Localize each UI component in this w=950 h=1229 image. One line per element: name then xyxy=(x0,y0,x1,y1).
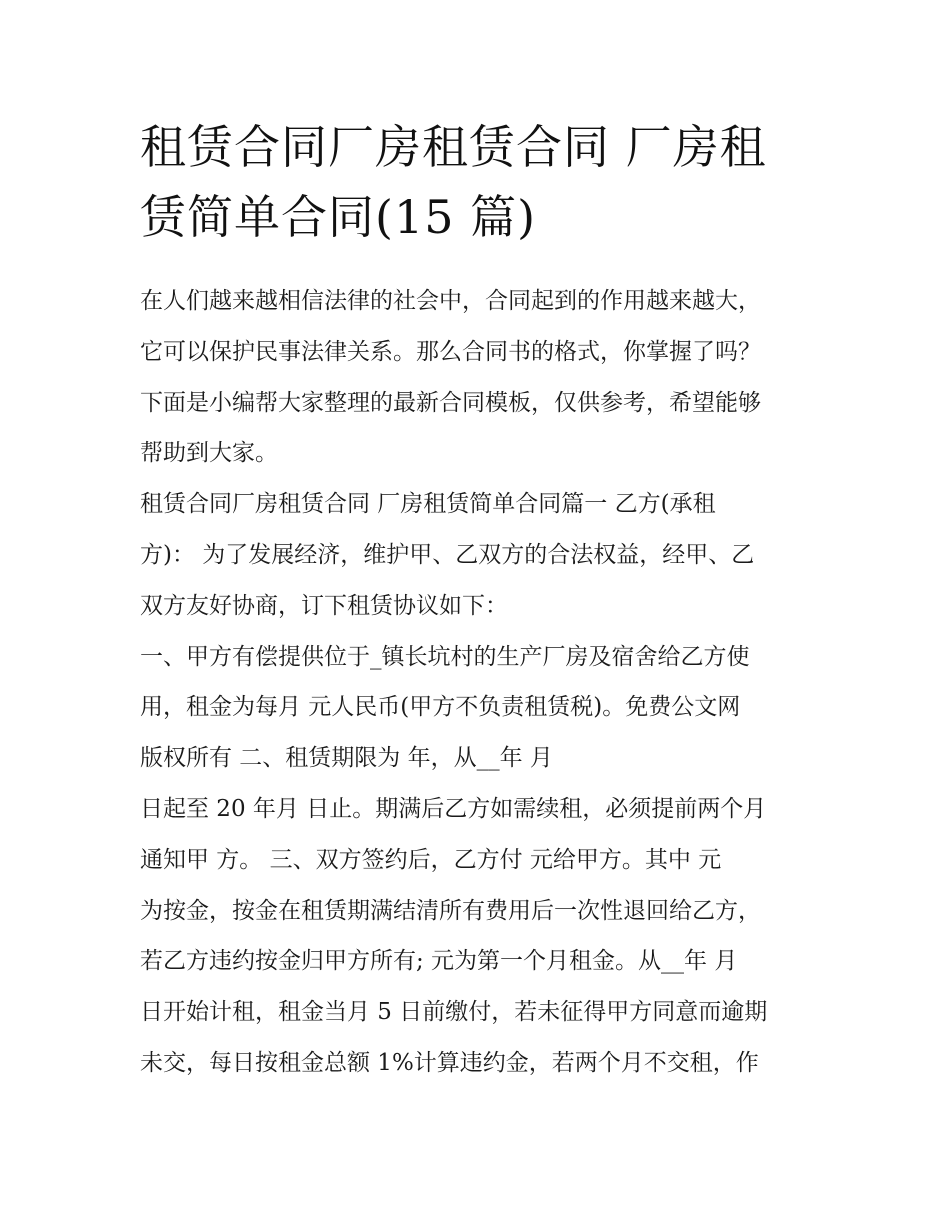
body-line: 在人们越来越相信法律的社会中，合同起到的作用越来越大， xyxy=(140,288,761,314)
body-line: 租赁合同厂房租赁合同 厂房租赁简单合同篇一 乙方(承租 xyxy=(140,491,716,518)
body-line: 一、甲方有偿提供位于_镇长坑村的生产厂房及宿舍给乙方使 xyxy=(140,643,750,670)
body-line: 日起至 20 年月 日止。期满后乙方如需续租，必须提前两个月 xyxy=(140,795,767,822)
body-line: 版权所有 二、租赁期限为 年，从__年 月 xyxy=(140,745,553,772)
body-line: 它可以保护民事法律关系。那么合同书的格式，你掌握了吗？ xyxy=(140,338,761,365)
document-title xyxy=(140,112,820,252)
body-line: 帮助到大家。 xyxy=(140,440,278,467)
body-line: 用，租金为每月 元人民币(甲方不负责租赁税)。免费公文网 xyxy=(140,694,741,721)
body-line: 若乙方违约按金归甲方所有; 元为第一个月租金。从__年 月 xyxy=(140,948,738,975)
title-line: 赁简单合同(15 篇) xyxy=(140,190,537,244)
body-line: 下面是小编帮大家整理的最新合同模板，仅供参考，希望能够 xyxy=(140,389,761,416)
body-line: 方)： 为了发展经济，维护甲、乙双方的合法权益，经甲、乙 xyxy=(140,541,755,568)
body-line: 为按金，按金在租赁期满结清所有费用后一次性退回给乙方， xyxy=(140,897,761,924)
body-line: 通知甲 方。 三、双方签约后，乙方付 元给甲方。其中 元 xyxy=(140,846,722,873)
body-line: 未交，每日按租金总额 1%计算违约金，若两个月不交租，作 xyxy=(140,1049,759,1076)
body-line: 双方友好协商，订下租赁协议如下： xyxy=(140,592,508,619)
body-line: 日开始计租，租金当月 5 日前缴付，若未征得甲方同意而逾期 xyxy=(140,999,768,1026)
title-line: 租赁合同厂房租赁合同 厂房租 xyxy=(140,120,767,174)
document-body xyxy=(140,282,840,1095)
